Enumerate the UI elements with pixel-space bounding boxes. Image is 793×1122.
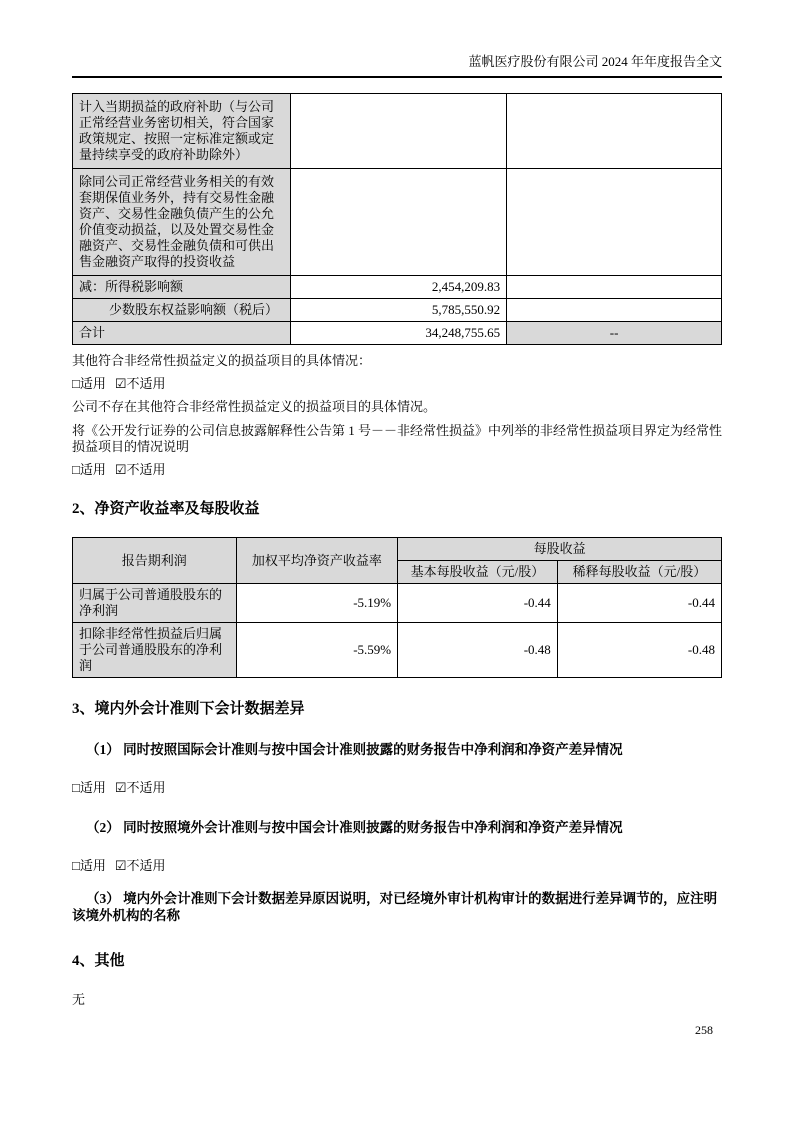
not-applicable-label: 不适用 xyxy=(126,780,166,795)
roe-value-cell: -5.19% xyxy=(236,584,398,623)
basic-eps-cell: -0.44 xyxy=(398,584,558,623)
row-note-cell xyxy=(507,94,722,169)
section3-sub1-heading: （1） 同时按照国际会计准则与按中国会计准则披露的财务报告中净利润和净资产差异情况 xyxy=(86,742,623,757)
column-header-roe: 加权平均净资产收益率 xyxy=(236,538,398,584)
not-applicable-label: 不适用 xyxy=(126,858,166,873)
table-row xyxy=(73,94,722,169)
column-header-diluted-eps: 稀释每股收益（元/股） xyxy=(557,561,721,584)
checkbox-checked-icon: ☑ xyxy=(114,462,127,477)
row-value-cell xyxy=(291,94,507,169)
total-label-cell: 合计 xyxy=(73,322,291,345)
applicable-label: 适用 xyxy=(79,780,106,795)
column-header-profit: 报告期利润 xyxy=(73,538,237,584)
row-value-cell xyxy=(291,169,507,276)
not-applicable-label: 不适用 xyxy=(126,462,166,477)
section2-heading: 2、净资产收益率及每股收益 xyxy=(72,501,260,517)
applicability-line xyxy=(72,780,722,796)
column-header-eps-group: 每股收益 xyxy=(398,538,722,561)
applicable-label: 适用 xyxy=(79,858,106,873)
column-header-basic-eps: 基本每股收益（元/股） xyxy=(398,561,558,584)
table-row xyxy=(73,299,722,322)
roe-value-cell: -5.59% xyxy=(236,623,398,678)
row-label-cell: 少数股东权益影响额（税后） xyxy=(73,299,291,322)
table-row-total xyxy=(73,322,722,345)
checkbox-unchecked-icon: □ xyxy=(72,376,80,391)
other-items-detail: 公司不存在其他符合非经常性损益定义的损益项目的具体情况。 xyxy=(72,399,437,414)
section4-heading: 4、其他 xyxy=(72,953,125,969)
row-value-cell: 5,785,550.92 xyxy=(291,299,507,322)
table-row xyxy=(73,169,722,276)
table-row xyxy=(73,584,722,623)
section3-sub3-heading: （3） 境内外会计准则下会计数据差异原因说明，对已经境外审计机构审计的数据进行差异调节的，应注明该境外机构的名称 xyxy=(72,891,718,923)
row-label-cell: 减：所得税影响额 xyxy=(73,276,291,299)
row-value-cell: 2,454,209.83 xyxy=(291,276,507,299)
row-note-cell xyxy=(507,299,722,322)
non-recurring-items-table xyxy=(72,93,722,345)
section3-sub2-heading: （2） 同时按照境外会计准则与按中国会计准则披露的财务报告中净利润和净资产差异情况 xyxy=(86,820,623,835)
roe-eps-table xyxy=(72,537,722,678)
checkbox-unchecked-icon: □ xyxy=(72,780,80,795)
row-note-cell xyxy=(507,276,722,299)
checkbox-checked-icon: ☑ xyxy=(114,858,127,873)
applicability-line xyxy=(72,376,722,392)
definition-note: 将《公开发行证券的公司信息披露解释性公告第 1 号－－非经常性损益》中列举的非经常性损益项目界定为经常性损益项目的情况说明 xyxy=(72,423,723,454)
checkbox-unchecked-icon: □ xyxy=(72,462,80,477)
report-header-title: 蓝帆医疗股份有限公司 2024 年年度报告全文 xyxy=(468,54,722,69)
applicability-line xyxy=(72,858,722,874)
row-label-cell: 扣除非经常性损益后归属于公司普通股股东的净利润 xyxy=(73,623,237,678)
table-header-row xyxy=(73,538,722,561)
checkbox-checked-icon: ☑ xyxy=(114,780,127,795)
applicable-label: 适用 xyxy=(79,462,106,477)
checkbox-checked-icon: ☑ xyxy=(114,376,127,391)
basic-eps-cell: -0.48 xyxy=(398,623,558,678)
row-note-cell xyxy=(507,169,722,276)
applicable-label: 适用 xyxy=(79,376,106,391)
page-number: 258 xyxy=(695,1023,713,1037)
table-row xyxy=(73,276,722,299)
row-label-cell: 计入当期损益的政府补助（与公司正常经营业务密切相关，符合国家政策规定、按照一定标准定额或定量持续享受的政府补助除外） xyxy=(73,94,291,169)
section3-heading: 3、境内外会计准则下会计数据差异 xyxy=(72,701,305,717)
row-label-cell: 除同公司正常经营业务相关的有效套期保值业务外，持有交易性金融资产、交易性金融负债产生的公允价值变动损益，以及处置交易性金融资产、交易性金融负债和可供出售金融资产取得的投资收益 xyxy=(73,169,291,276)
diluted-eps-cell: -0.48 xyxy=(557,623,721,678)
page-header xyxy=(72,54,722,78)
total-note-cell: -- xyxy=(507,322,722,345)
applicability-line xyxy=(72,462,722,478)
checkbox-unchecked-icon: □ xyxy=(72,858,80,873)
table-row xyxy=(73,623,722,678)
section4-content: 无 xyxy=(72,992,86,1007)
not-applicable-label: 不适用 xyxy=(126,376,166,391)
total-value-cell: 34,248,755.65 xyxy=(291,322,507,345)
diluted-eps-cell: -0.44 xyxy=(557,584,721,623)
other-items-line: 其他符合非经常性损益定义的损益项目的具体情况： xyxy=(72,353,372,368)
row-label-cell: 归属于公司普通股股东的净利润 xyxy=(73,584,237,623)
